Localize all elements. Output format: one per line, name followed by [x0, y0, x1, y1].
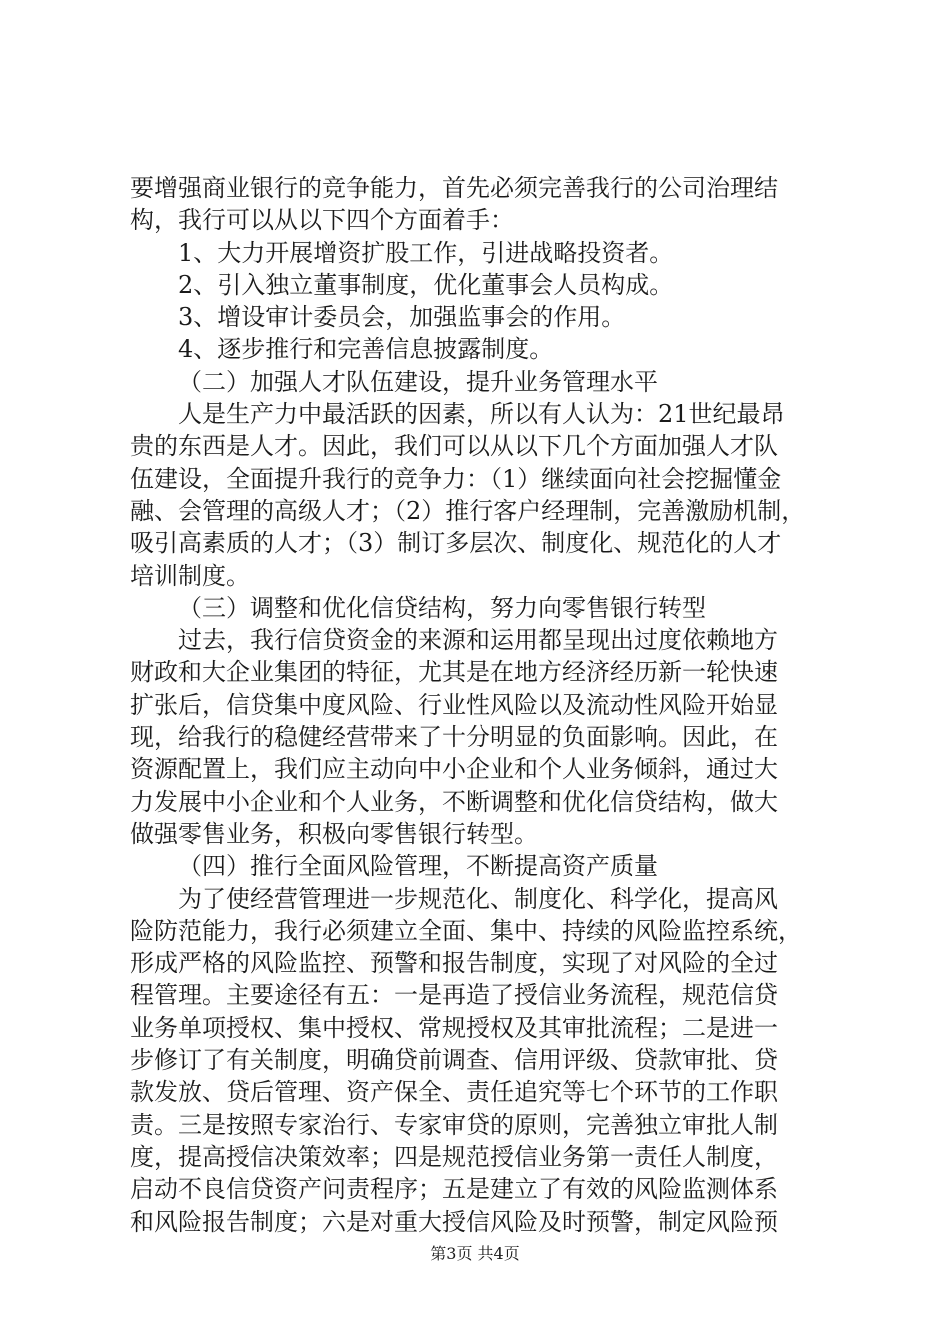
list-item: 1、大力开展增资扩股工作，引进战略投资者。 [178, 238, 674, 267]
text-line: 和风险报告制度；六是对重大授信风险及时预警，制定风险预 [130, 1207, 778, 1236]
text-line: 做强零售业务，积极向零售银行转型。 [130, 819, 538, 848]
section-heading: （三）调整和优化信贷结构，努力向零售银行转型 [178, 593, 706, 622]
text-line: 为了使经营管理进一步规范化、制度化、科学化，提高风 [178, 884, 778, 913]
text-line: 扩张后，信贷集中度风险、行业性风险以及流动性风险开始显 [130, 690, 778, 719]
text-line: 险防范能力，我行必须建立全面、集中、持续的风险监控系统， [130, 916, 802, 945]
text-line: 责。三是按照专家治行、专家审贷的原则，完善独立审批人制 [130, 1110, 778, 1139]
text-line: 培训制度。 [130, 561, 250, 590]
document-body [130, 172, 830, 1238]
text-line: 款发放、贷后管理、资产保全、责任追究等七个环节的工作职 [130, 1078, 778, 1107]
text-line: 伍建设，全面提升我行的竞争力：（1）继续面向社会挖掘懂金 [130, 464, 782, 493]
text-line: 现，给我行的稳健经营带来了十分明显的负面影响。因此，在 [130, 723, 778, 752]
text-line: 融、会管理的高级人才；（2）推行客户经理制，完善激励机制， [130, 496, 806, 525]
text-line: 步修订了有关制度，明确贷前调查、信用评级、贷款审批、贷 [130, 1046, 778, 1075]
text-line: 贵的东西是人才。因此，我们可以从以下几个方面加强人才队 [130, 432, 778, 461]
text-line: 业务单项授权、集中授权、常规授权及其审批流程；二是进一 [130, 1013, 778, 1042]
text-line: 形成严格的风险监控、预警和报告制度，实现了对风险的全过 [130, 949, 778, 978]
list-item: 3、增设审计委员会，加强监事会的作用。 [178, 303, 626, 332]
text-line: 度，提高授信决策效率；四是规范授信业务第一责任人制度， [130, 1142, 778, 1171]
text-line: 力发展中小企业和个人业务，不断调整和优化信贷结构，做大 [130, 787, 778, 816]
list-item: 4、逐步推行和完善信息披露制度。 [178, 335, 554, 364]
text-line: 程管理。主要途径有五：一是再造了授信业务流程，规范信贷 [130, 981, 778, 1010]
text-line: 人是生产力中最活跃的因素，所以有人认为：21世纪最昂 [178, 400, 785, 429]
page-number-footer: 第3页 共4页 [430, 1244, 520, 1263]
text-line: 要增强商业银行的竞争能力，首先必须完善我行的公司治理结 [130, 174, 778, 202]
text-line: 启动不良信贷资产问责程序；五是建立了有效的风险监测体系 [130, 1175, 778, 1204]
section-heading: （二）加强人才队伍建设，提升业务管理水平 [178, 367, 658, 396]
section-heading: （四）推行全面风险管理，不断提高资产质量 [178, 852, 658, 881]
list-item: 2、引入独立董事制度，优化董事会人员构成。 [178, 270, 674, 299]
text-line: 过去，我行信贷资金的来源和运用都呈现出过度依赖地方 [178, 626, 778, 655]
text-line: 财政和大企业集团的特征，尤其是在地方经济经历新一轮快速 [130, 658, 778, 687]
text-line: 构，我行可以从以下四个方面着手： [130, 206, 514, 235]
text-line: 吸引高素质的人才；（3）制订多层次、制度化、规范化的人才 [130, 529, 782, 558]
text-line: 资源配置上，我们应主动向中小企业和个人业务倾斜，通过大 [130, 755, 778, 784]
